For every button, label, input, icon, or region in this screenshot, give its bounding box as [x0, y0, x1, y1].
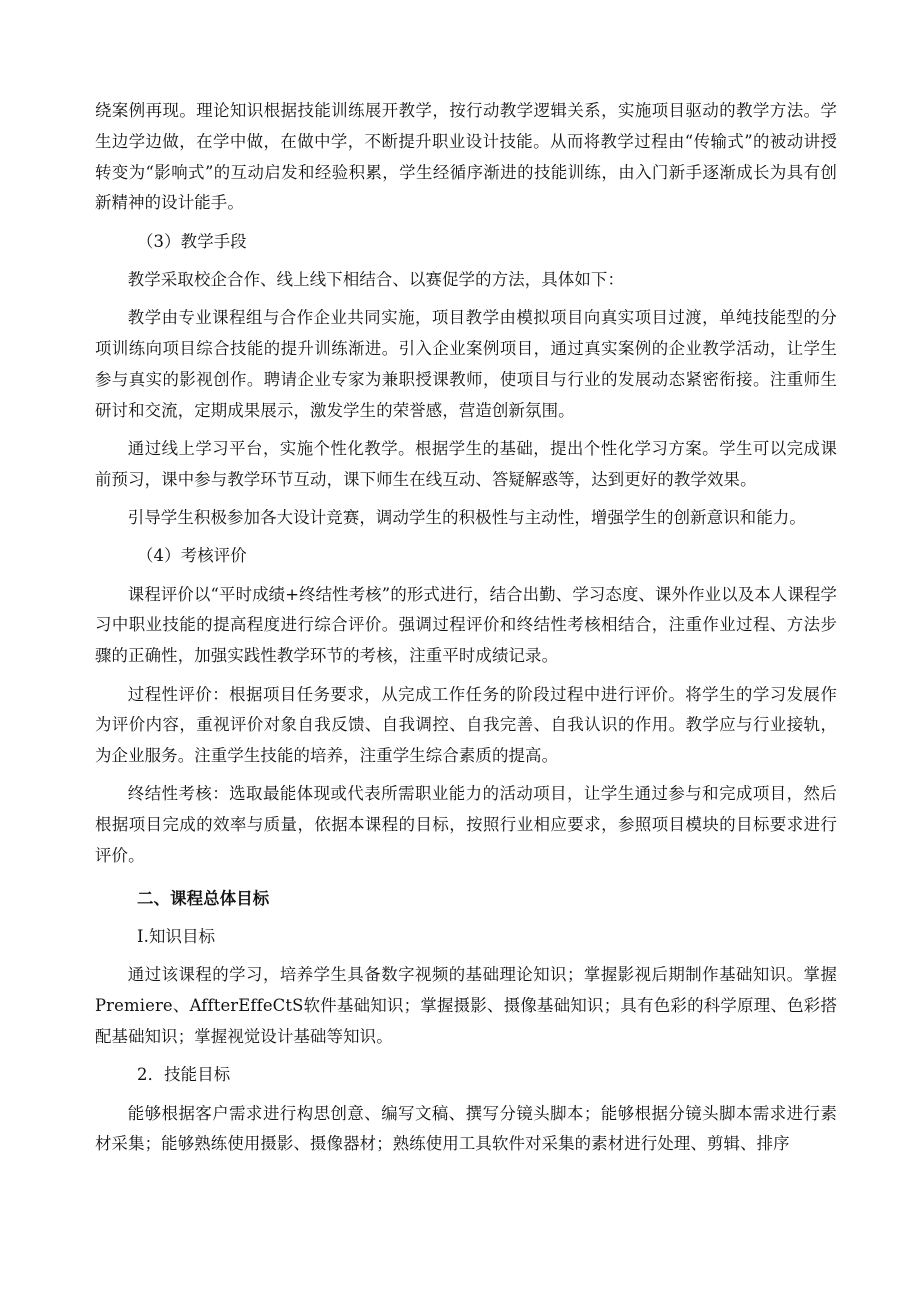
paragraph-school-enterprise: 教学由专业课程组与合作企业共同实施，项目教学由模拟项目向真实项目过渡，单纯技能型的分项训练向项目综合技能的提升训练渐进。引入企业案例项目，通过真实案例的企业教学活动，让学生参与真实的影视创作。聘请企业专家为兼职授课教师，使项目与行业的发展动态紧密衔接。注重师生研讨和交流，定期成果展示，激发学生的荣誉感，营造创新氛围。 — [95, 308, 837, 420]
section-heading-course-objectives: 二、课程总体目标 — [137, 888, 270, 908]
paragraph-teaching-means-intro: 教学采取校企合作、线上线下相结合、以赛促学的方法，具体如下： — [127, 269, 625, 289]
paragraph-skill-objectives: 能够根据客户需求进行构思创意、编写文稿、撰写分镜头脚本；能够根据分镜头脚本需求进行素材采集；能够熟练使用摄影、摄像器材；熟练使用工具软件对采集的素材进行处理、剪辑、排序 — [95, 1103, 837, 1154]
heading-knowledge-objectives: I.知识目标 — [137, 927, 216, 947]
heading-skill-objectives: 2．技能目标 — [137, 1065, 231, 1085]
paragraph-final-assessment: 终结性考核：选取最能体现或代表所需职业能力的活动项目，让学生通过参与和完成项目，然后根据项目完成的效率与质量，依据本课程的目标，按照行业相应要求，参照项目模块的目标要求进行评价。 — [95, 784, 837, 866]
paragraph-competitions: 引导学生积极参加各大设计竞赛，调动学生的积极性与主动性，增强学生的创新意识和能力。 — [127, 508, 806, 528]
document-body — [95, 96, 837, 1168]
heading-assessment: （4）考核评价 — [137, 546, 247, 566]
heading-teaching-means: （3）教学手段 — [137, 231, 247, 251]
paragraph-teaching-method-continued: 绕案例再现。理论知识根据技能训练展开教学，按行动教学逻辑关系，实施项目驱动的教学方法。学生边学边做，在学中做，在做中学，不断提升职业设计技能。从而将教学过程由“传输式”的被动讲授转变为“影响式”的互动启发和经验积累，学生经循序渐进的技能训练，由入门新手逐渐成长为具有创新精神的设计能手。 — [95, 101, 837, 213]
paragraph-process-evaluation: 过程性评价：根据项目任务要求，从完成工作任务的阶段过程中进行评价。将学生的学习发展作为评价内容，重视评价对象自我反馈、自我调控、自我完善、自我认识的作用。教学应与行业接轨，为企业服务。注重学生技能的培养，注重学生综合素质的提高。 — [95, 684, 837, 766]
paragraph-online-platform: 通过线上学习平台，实施个性化教学。根据学生的基础，提出个性化学习方案。学生可以完成课前预习，课中参与教学环节互动，课下师生在线互动、答疑解惑等，达到更好的教学效果。 — [95, 438, 837, 489]
paragraph-course-evaluation: 课程评价以“平时成绩+终结性考核”的形式进行，结合出勤、学习态度、课外作业以及本人课程学习中职业技能的提高程度进行综合评价。强调过程评价和终结性考核相结合，注重作业过程、方法步骤的正确性，加强实践性教学环节的考核，注重平时成绩记录。 — [95, 584, 837, 666]
paragraph-knowledge-objectives: 通过该课程的学习，培养学生具备数字视频的基础理论知识；掌握影视后期制作基础知识。掌握Premiere、AffterEffeCtS软件基础知识；掌握摄影、摄像基础知识；具有色彩的科学原理、色彩搭配基础知识；掌握视觉设计基础等知识。 — [95, 965, 837, 1047]
